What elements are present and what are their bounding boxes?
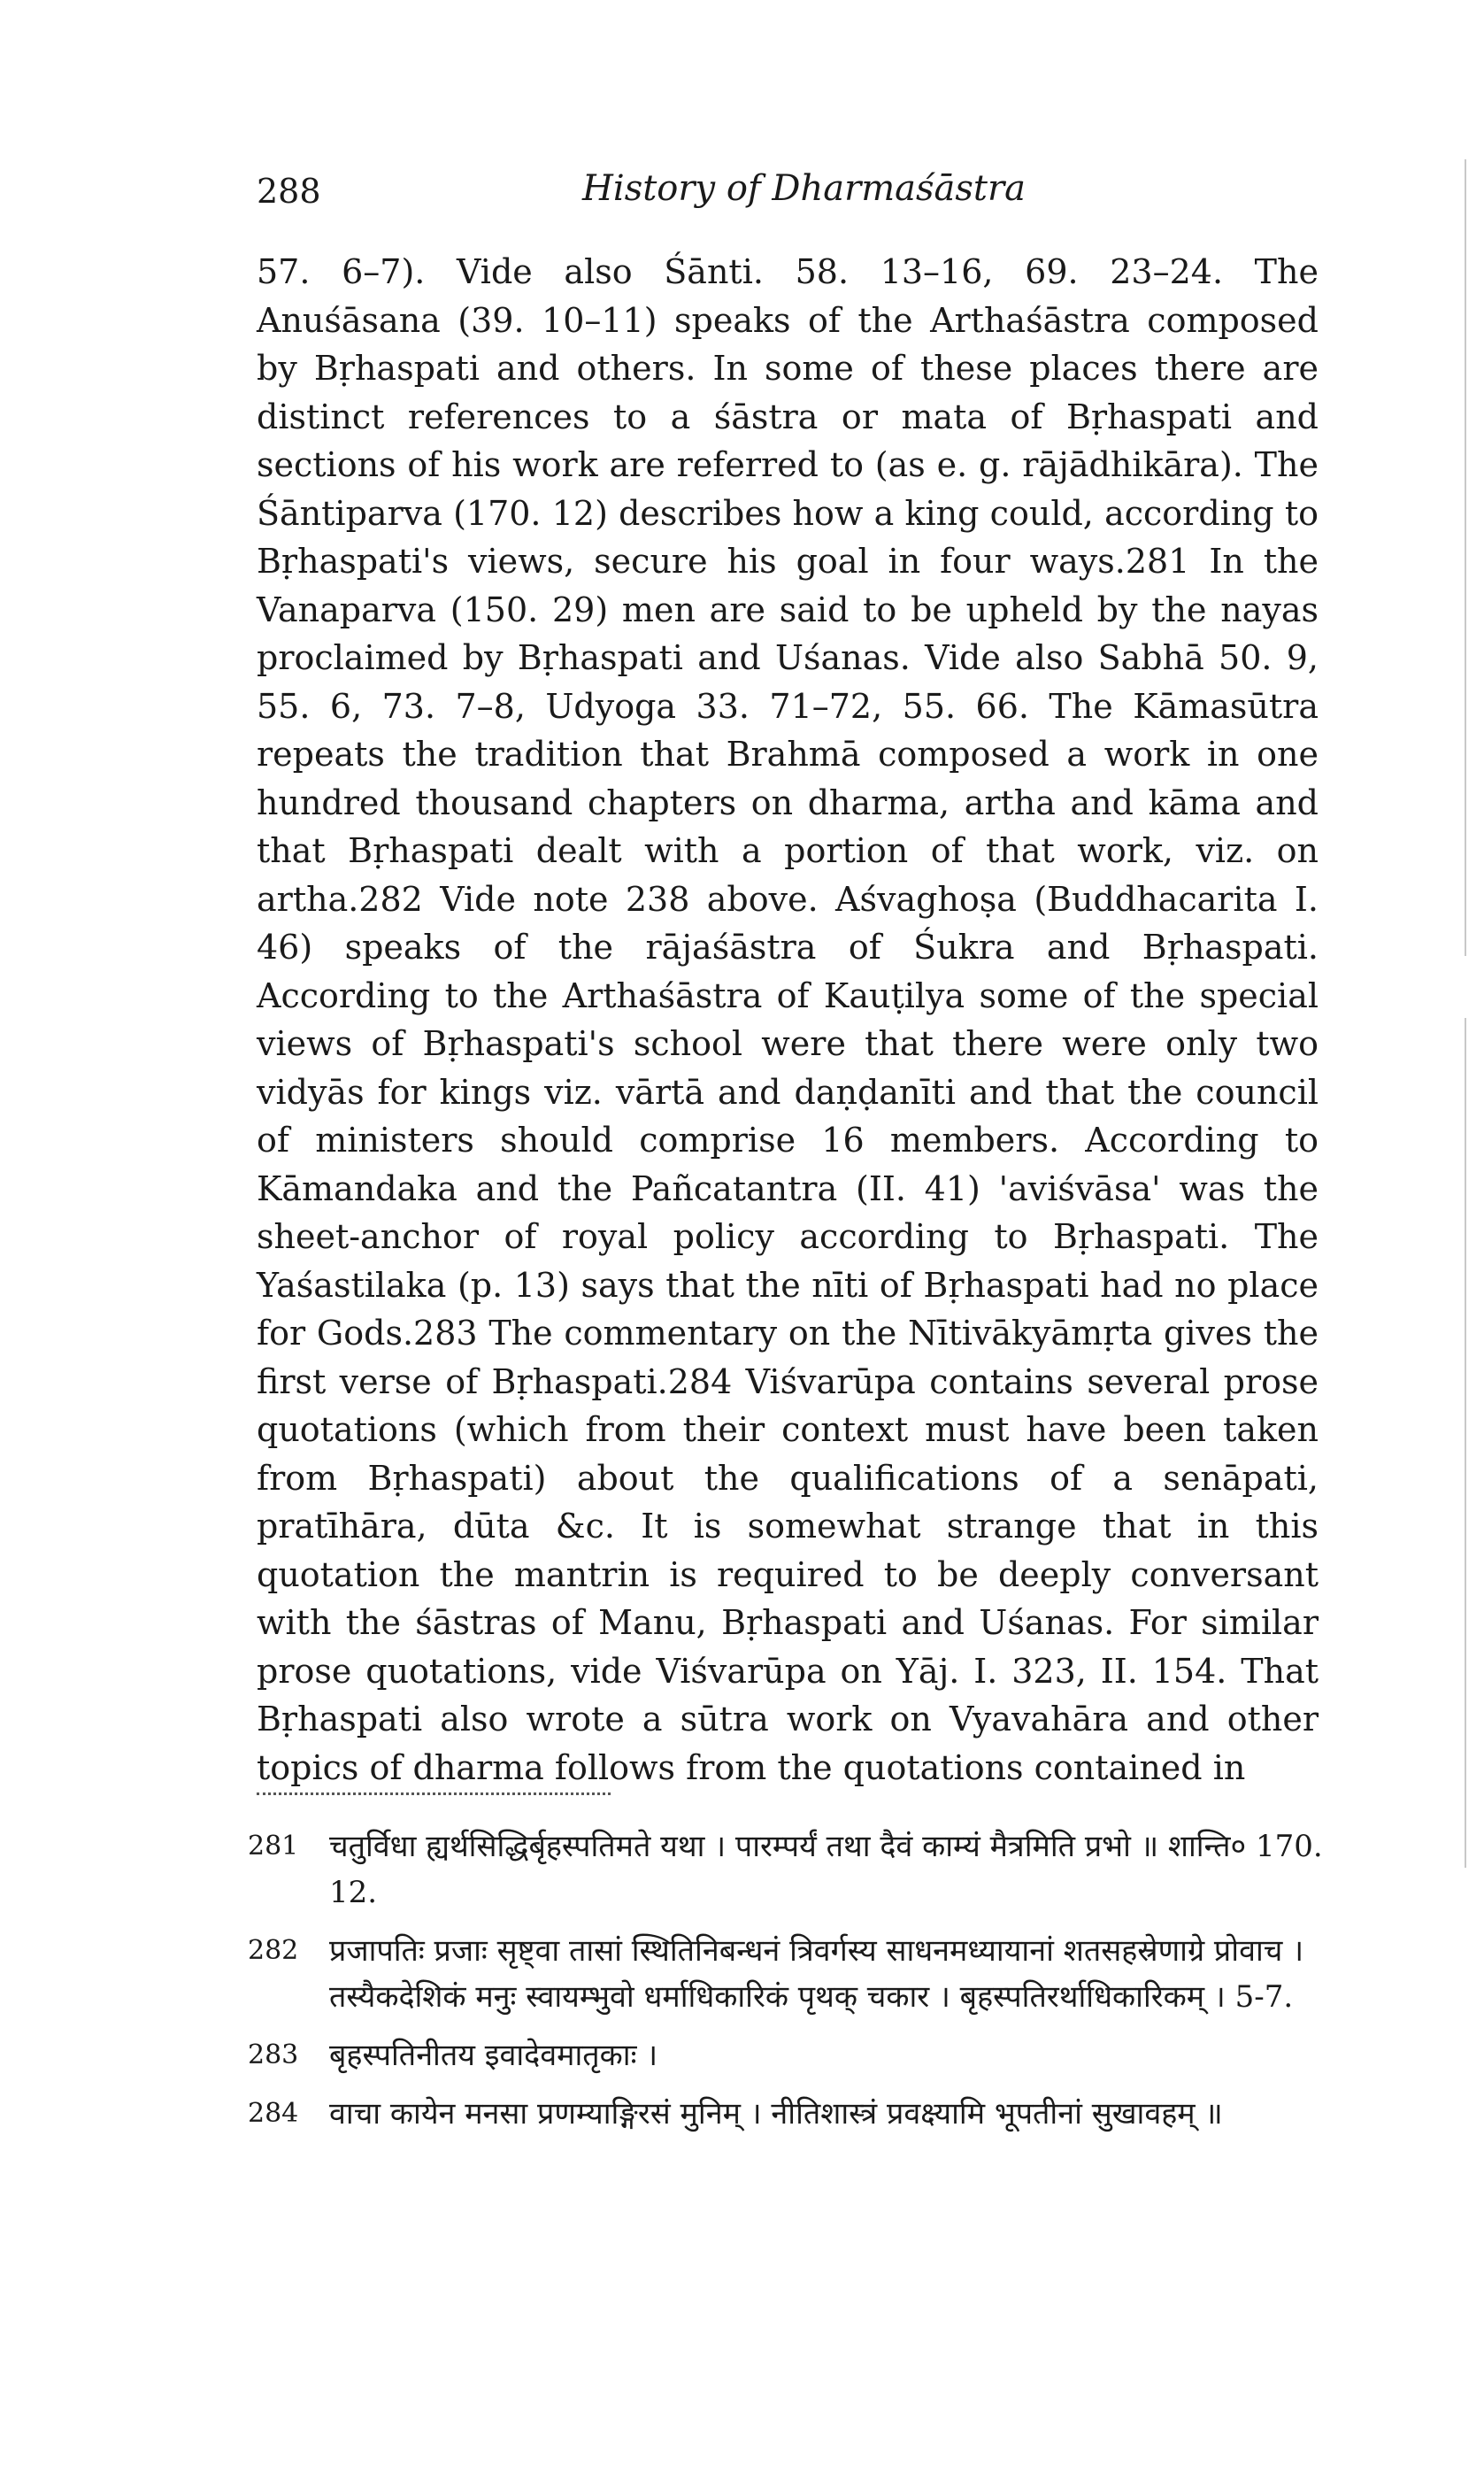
footnotes xyxy=(248,1823,1327,2149)
footnote-number: 283 xyxy=(248,2039,299,2070)
footnote-282 xyxy=(248,1928,1327,2020)
running-title: History of Dharmaśāstra xyxy=(582,168,1026,209)
scan-edge-mark xyxy=(1465,1018,1466,1868)
footnote-separator xyxy=(257,1792,611,1795)
footnote-text: चतुर्विधा ह्यर्थसिद्धिर्बृहस्पतिमते यथा । पारम्पर्यं तथा दैवं काम्यं मैत्रमिति प्रभो ॥ शान्ति० 170. 12. xyxy=(329,1829,1323,1910)
footnote-number: 284 xyxy=(248,2098,299,2129)
footnote-284 xyxy=(248,2091,1327,2137)
footnote-number: 281 xyxy=(248,1831,299,1862)
footnote-281 xyxy=(248,1823,1327,1916)
footnote-text: प्रजापतिः प्रजाः सृष्ट्वा तासां स्थितिनिबन्धनं त्रिवर्गस्य साधनमध्यायानां शतसहस्रेणाग्रे प्रोवाच । तस्यैकदेशिकं मनुः स्वायम्भुवो धर्माधिकारिकं पृथक् चकार । बृहस्पतिरर्थाधिकारिकम् । 5-7. xyxy=(329,1933,1304,2015)
page-number: 288 xyxy=(257,172,321,211)
footnote-number: 282 xyxy=(248,1935,299,1966)
page-header xyxy=(0,142,1484,212)
footnote-text: वाचा कायेन मनसा प्रणम्याङ्गिरसं मुनिम् । नीतिशास्त्रं प्रवक्ष्यामि भूपतीनां सुखावहम् ॥ xyxy=(329,2096,1223,2132)
main-text xyxy=(257,248,1319,1792)
footnote-text: बृहस्पतिनीतय इवादेवमातृकाः । xyxy=(329,2038,658,2073)
footnote-283 xyxy=(248,2032,1327,2078)
scan-edge-mark xyxy=(1465,159,1466,956)
body-paragraph: 57. 6–7). Vide also Śānti. 58. 13–16, 69. 23–24. The Anuśāsana (39. 10–11) speaks of the Arthaśāstra composed by Bṛhaspati and others. In some of these places there are distinct references to a śāstra or mata of Bṛhaspati and sections of his work are referred to (as e. g. rājādhikāra). The Śāntiparva (170. 12) describes how a king could, according to Bṛhaspati's views, secure his goal in four ways.281 In the Vanaparva (150. 29) men are said to be upheld by the nayas proclaimed by Bṛhaspati and Uśanas. Vide also Sabhā 50. 9, 55. 6, 73. 7–8, Udyoga 33. 71–72, 55. 66. The Kāmasūtra repeats the tradition that Brahmā composed a work in one hundred thousand chapters on dharma, artha and kāma and that Bṛhaspati dealt with a portion of that work, viz. on artha.282 Vide note 238 above. Aśvaghoṣa (Buddhacarita I. 46) speaks of the rājaśāstra of Śukra and Bṛhaspati. According to the Arthaśāstra of Kauṭilya some of the special views of Bṛhaspati's school were that there were only two vidyās for kings viz. vārtā and daṇḍanīti and that the council of ministers should comprise 16 members. According to Kāmandaka and the Pañcatantra (II. 41) 'aviśvāsa' was the sheet-anchor of royal policy according to Bṛhaspati. The Yaśastilaka (p. 13) says that the nīti of Bṛhaspati had no place for Gods.283 The commentary on the Nītivākyāmṛta gives the first verse of Bṛhaspati.284 Viśvarūpa contains several prose quotations (which from their context must have been taken from Bṛhaspati) about the qualifications of a senāpati, pratīhāra, dūta &c. It is somewhat strange that in this quotation the mantrin is required to be deeply conversant with the śāstras of Manu, Bṛhaspati and Uśanas. For similar prose quotations, vide Viśvarūpa on Yāj. I. 323, II. 154. That Bṛhaspati also wrote a sūtra work on Vyavahāra and other topics of dharma follows from the quotations contained in xyxy=(257,252,1319,1787)
